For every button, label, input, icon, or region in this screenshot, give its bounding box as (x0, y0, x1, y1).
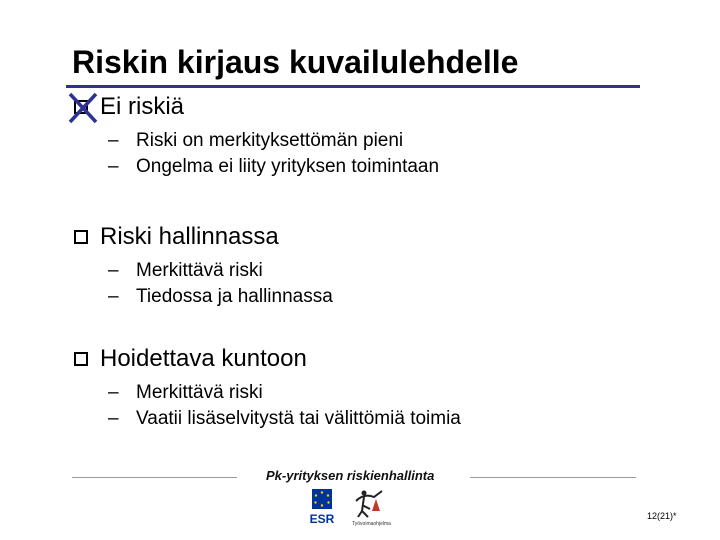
footer-logo-text: Pk-yrityksen riskienhallinta (266, 468, 435, 483)
title-underline (66, 85, 640, 88)
sub-item: – Merkittävä riski (108, 382, 263, 403)
sub-item: – Vaatii lisäselvitystä tai välittömiä toimia (108, 408, 461, 429)
esr-logo-text: ESR (309, 512, 335, 526)
cross-mark-icon (66, 90, 100, 126)
sub-item: – Merkittävä riski (108, 260, 263, 281)
item-label: Riski hallinnassa (100, 223, 279, 250)
footer-divider-left (72, 477, 237, 478)
checkbox-icon (74, 352, 88, 366)
footer-divider-right (470, 477, 636, 478)
page-number: 12(21)* (647, 511, 677, 521)
list-item-ei-riskia (72, 92, 439, 180)
item-label: Hoidettava kuntoon (100, 345, 307, 372)
list-item-riski-hallinnassa (72, 222, 333, 310)
esr-logo-icon (300, 487, 344, 527)
item-label: Ei riskiä (100, 93, 185, 120)
list-item-hoidettava-kuntoon (72, 344, 461, 432)
sub-item: – Ongelma ei liity yrityksen toimintaan (108, 156, 440, 177)
sub-item: – Riski on merkityksettömän pieni (108, 130, 404, 151)
sub-item: – Tiedossa ja hallinnassa (108, 286, 333, 307)
tyovoimaohjelma-logo-icon (350, 487, 394, 529)
slide-title: Riskin kirjaus kuvailulehdelle (72, 44, 519, 80)
checkbox-icon (74, 100, 88, 114)
checkbox-icon (74, 230, 88, 244)
tyovoimaohjelma-logo-text: Työvoimaohjelma (352, 521, 391, 527)
